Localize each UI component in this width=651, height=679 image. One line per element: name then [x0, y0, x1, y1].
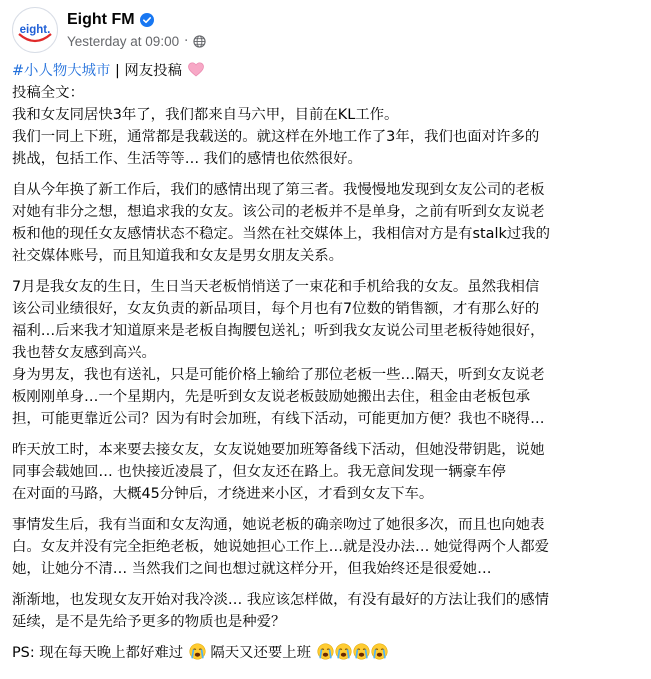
text-line: 担，可能更靠近公司？因为有时会加班，有线下活动，可能更加方便？我也不晓得… [12, 411, 545, 427]
post-title-suffix: | 网友投稿 [110, 63, 182, 79]
loudly-crying-face-emoji [189, 643, 206, 660]
text-line: 我和女友同居快3年了，我们都来自马六甲，目前在KL工作。 [12, 107, 399, 123]
ps-text-end: 隔天又还要上班 [210, 645, 312, 661]
text-line: 7月是我女友的生日，生日当天老板悄悄送了一束花和手机给我的女友。虽然我相信 [12, 279, 540, 295]
heart-emoji [188, 62, 204, 77]
loudly-crying-face-emoji [371, 643, 388, 660]
name-row [67, 9, 206, 31]
post-header [12, 6, 206, 54]
post-timestamp[interactable]: Yesterday at 09:00 [67, 34, 180, 49]
paragraph-gap [12, 633, 644, 642]
text-line: 白。女友并没有完全拒绝老板，她说她担心工作上…就是没办法… 她觉得两个人都爱 [12, 539, 550, 555]
eight-fm-logo-icon [13, 8, 57, 52]
text-line: 同事会载她回… 也快接近凌晨了，但女友还在路上。我无意间发现一辆豪车停 [12, 464, 506, 480]
verified-badge-icon [140, 13, 154, 27]
paragraph-gap [12, 430, 644, 439]
loudly-crying-face-emoji [335, 643, 352, 660]
text-line: 她，让她分不清… 当然我们之间也想过就这样分开，但我始终还是很爱她… [12, 561, 492, 577]
paragraph-gap [12, 505, 644, 514]
paragraph-gap [12, 580, 644, 589]
hashtag-link[interactable]: #小人物大城市 [12, 63, 111, 79]
text-line: 我们一同上下班，通常都是我载送的。就这样在外地工作了3年，我们也面对许多的 [12, 129, 540, 145]
text-line: 挑战，包括工作、生活等等… 我们的感情也依然很好。 [12, 151, 362, 167]
text-line: 社交媒体账号，而且知道我和女友是男女朋友关系。 [12, 248, 343, 264]
page-name[interactable]: Eight FM [67, 10, 135, 28]
text-line: 投稿全文： [12, 85, 84, 101]
ps-text-start: PS: 现在每天晚上都好难过 [12, 645, 184, 661]
text-line: 板刚刚单身…一个星期内，先是听到女友说老板鼓励她搬出去住，租金由老板包承 [12, 389, 531, 405]
text-line: 在对面的马路，大概45分钟后，才绕进来小区，才看到女友下车。 [12, 486, 434, 502]
loudly-crying-face-emoji [317, 643, 334, 660]
globe-icon[interactable] [193, 35, 206, 48]
separator-dot: · [184, 34, 189, 49]
logo-text: eight. [19, 24, 51, 36]
text-line: 板和他的现任女友感情状态不稳定。当然在社交媒体上，我相信对方是有stalk过我的 [12, 226, 550, 242]
text-line: 渐渐地，也发现女友开始对我冷淡… 我应该怎样做，有没有最好的方法让我们的感情 [12, 592, 550, 608]
text-line: 身为男友，我也有送礼，只是可能价格上输给了那位老板一些…隔天，听到女友说老 [12, 367, 545, 383]
text-line: 我也替女友感到高兴。 [12, 345, 156, 361]
paragraph-gap [12, 170, 644, 179]
post-title-line [12, 60, 644, 82]
text-line: 该公司业绩很好，女友负责的新品项目，每个月也有7位数的销售额，才有那么好的 [12, 301, 540, 317]
text-line: 昨天放工时，本来要去接女友，女友说她要加班筹备线下活动，但她没带钥匙，说她 [12, 442, 545, 458]
post-meta [67, 9, 206, 52]
text-line: 自从今年换了新工作后，我们的感情出现了第三者。我慢慢地发现到女友公司的老板 [12, 182, 545, 198]
text-line: 事情发生后，我有当面和女友沟通，她说老板的确亲吻过了她很多次，而且也向她表 [12, 517, 545, 533]
text-line: 延续，是不是先给予更多的物质也是种爱？ [12, 614, 286, 630]
post-body [12, 60, 644, 664]
loudly-crying-face-emoji [353, 643, 370, 660]
text-line: 福利…后来我才知道原来是老板自掏腰包送礼；听到我女友说公司里老板待她很好， [12, 323, 545, 339]
ps-line [12, 642, 644, 664]
page-avatar[interactable] [12, 7, 58, 53]
text-line: 对她有非分之想，想追求我的女友。该公司的老板并不是单身，之前有听到女友说老 [12, 204, 545, 220]
paragraph-gap [12, 267, 644, 276]
sub-row [67, 32, 206, 52]
